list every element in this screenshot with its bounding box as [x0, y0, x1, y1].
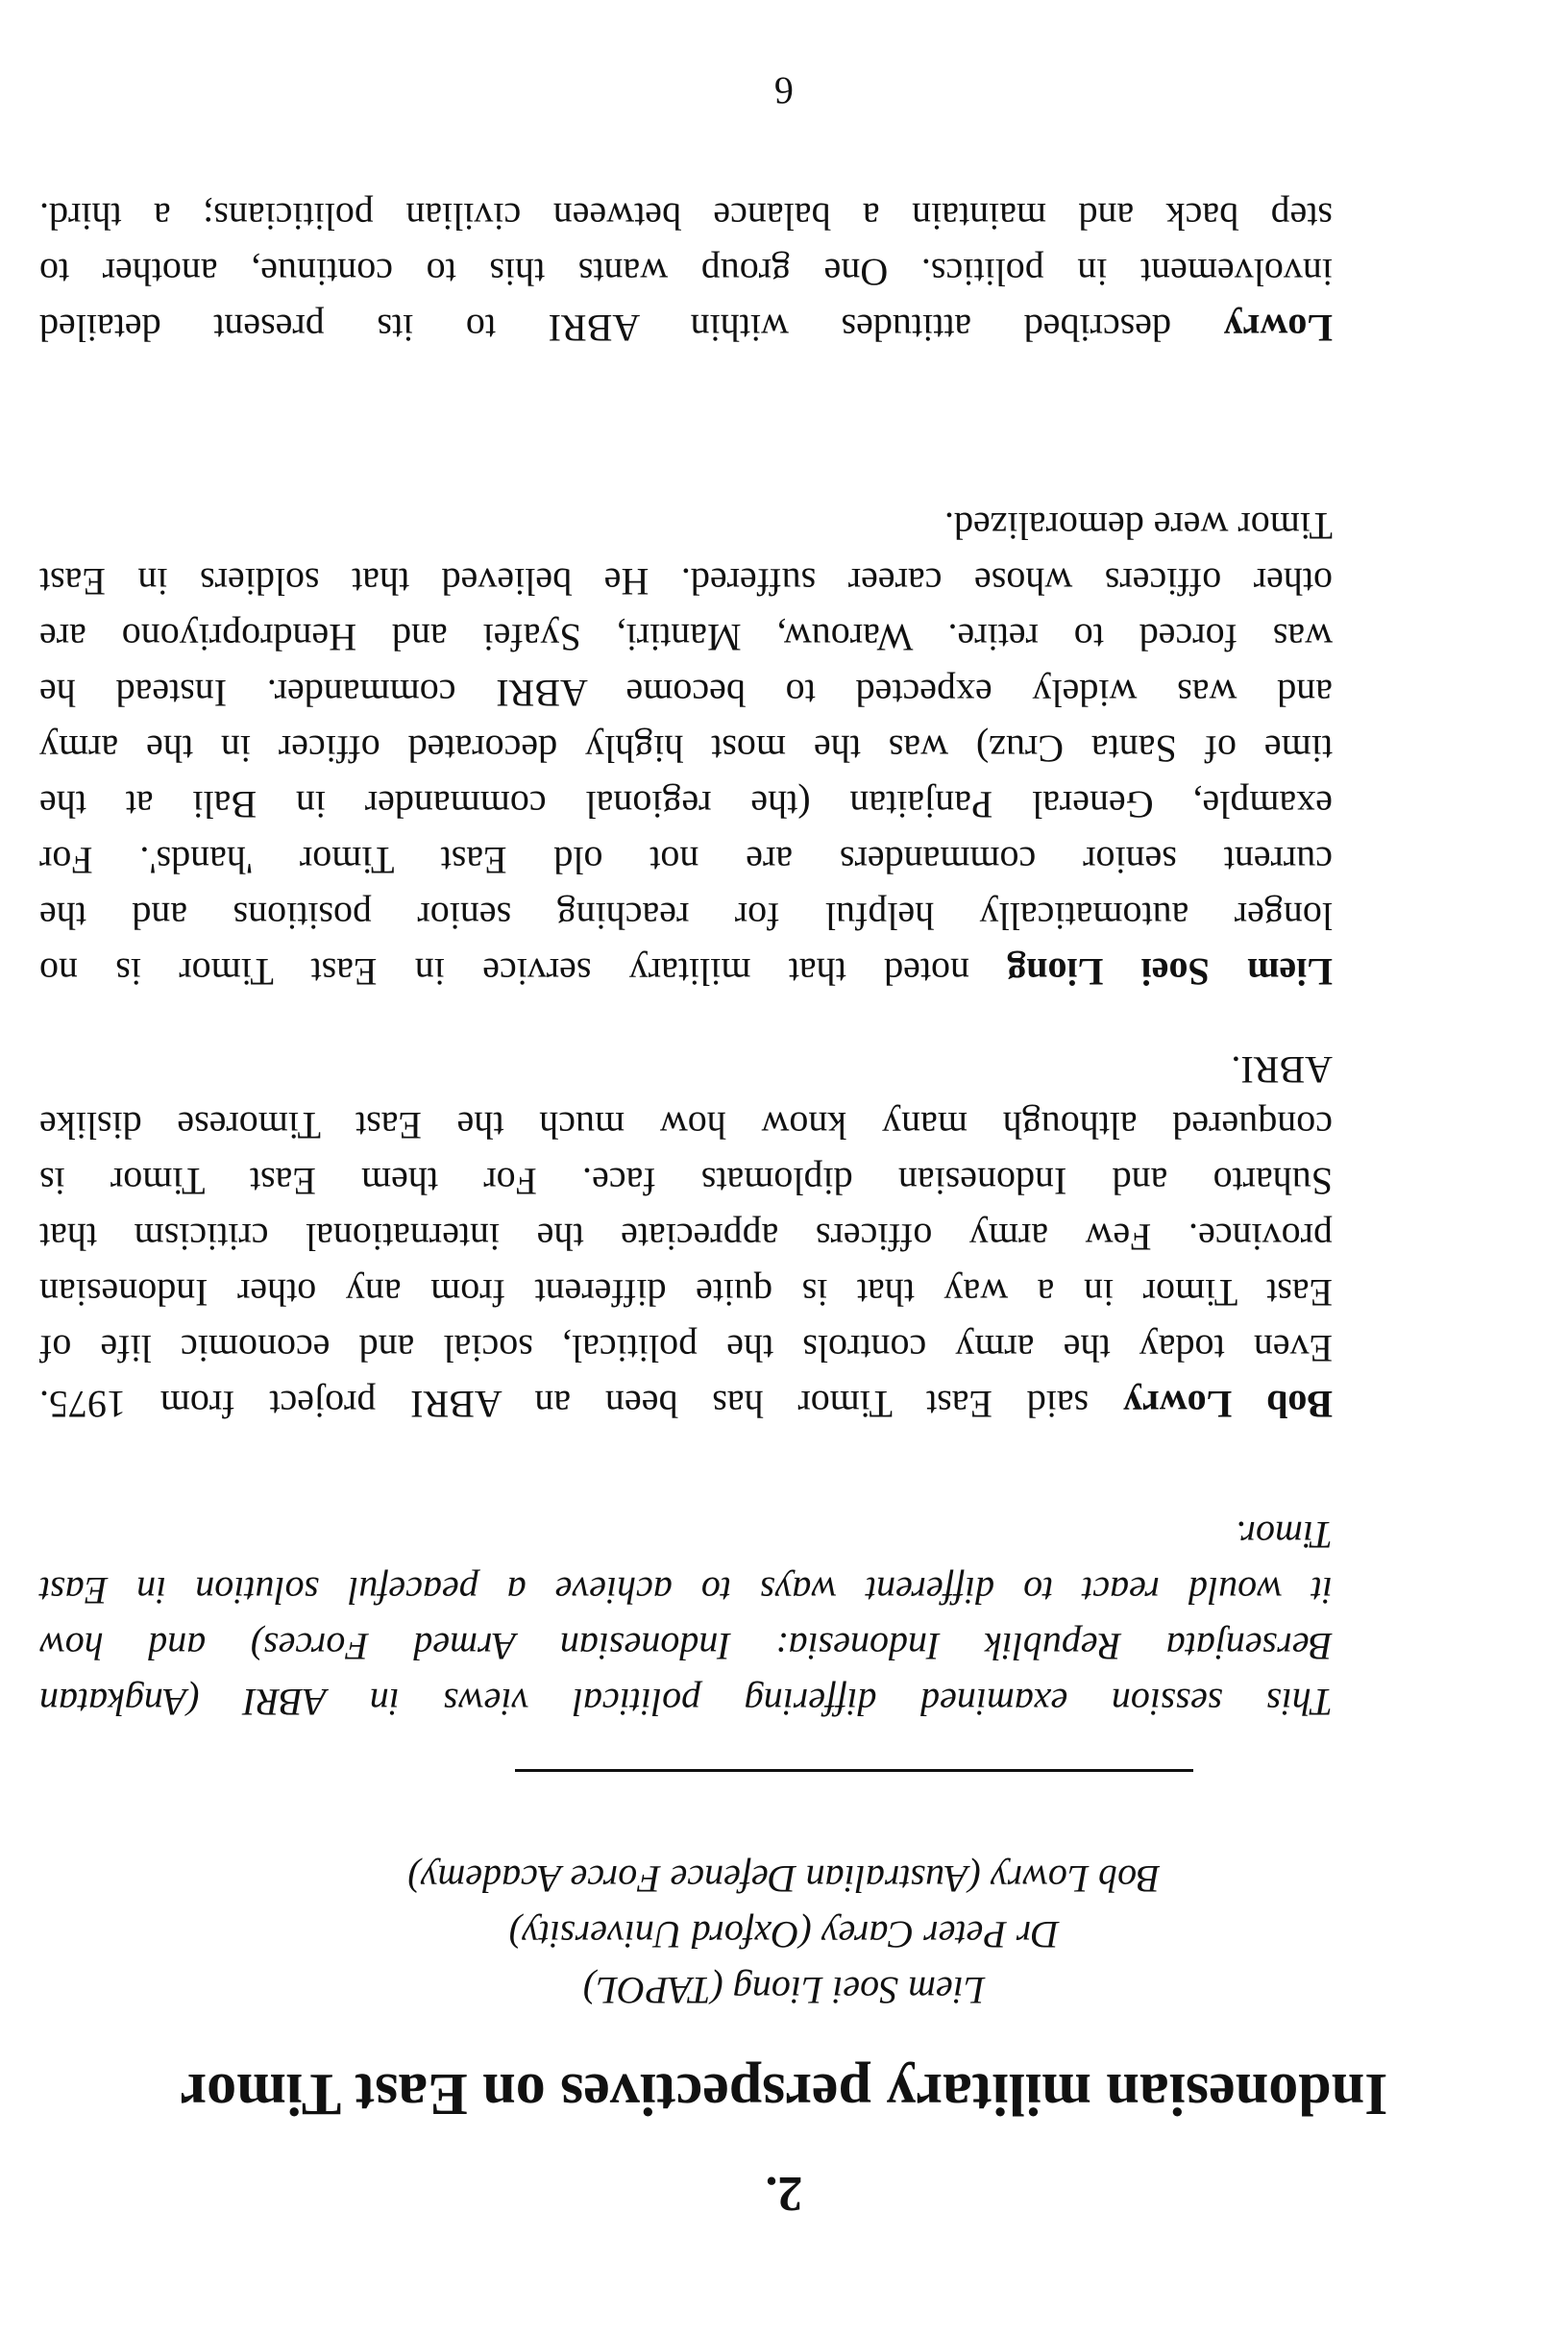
intro-line: it would react to different ways to achieve a peaceful solution in East: [39, 1569, 1333, 1612]
paragraph-line: other officers whose career suffered. He believed that soldiers in East: [39, 560, 1333, 603]
paragraph-line: example, General Panjaitan (the regional commander in Bali at the: [39, 783, 1333, 826]
intro-line: Timor.: [1235, 1513, 1333, 1557]
paragraph-line: longer automatically helpful for reaching senior positions and the: [39, 895, 1333, 938]
paragraph-line: [39, 300, 1333, 356]
paragraph-line: Timor were demoralized.: [944, 504, 1333, 548]
paragraph-line: Even today the army controls the political, social and economic life of: [39, 1327, 1333, 1370]
paragraph-line: Suharto and Indonesian diplomats face. For them East Timor is: [39, 1160, 1333, 1203]
speaker-list: [0, 1851, 1568, 2018]
paragraph-line: province. Few army officers appreciate the international criticism that: [39, 1216, 1333, 1259]
paragraph-line: conquered although many know how much the East Timorese dislike: [39, 1104, 1333, 1147]
speaker-name: Liem Soei Liong: [1007, 950, 1333, 994]
paragraph-line: current senior commanders are not old East Timor 'hands'. For: [39, 839, 1333, 882]
speaker-name: Bob Lowry: [1122, 1383, 1333, 1426]
paragraph-text: noted that military service in East Timor is no: [39, 950, 1008, 994]
paragraph-lowry-attitudes: [39, 188, 1333, 356]
paragraph-line: [39, 1376, 1333, 1432]
paragraph-line: involvement in politics. One group wants this to continue, another to: [39, 251, 1333, 294]
paragraph-line: was forced to retire. Warouw, Mantiri, Syafei and Hendropriyono are: [39, 616, 1333, 659]
paragraph-text: said East Timor has been an ABRI project from 1975.: [38, 1383, 1123, 1426]
page-number: 6: [774, 69, 794, 112]
page-title: Indonesian military perspectives on East Timor: [180, 2061, 1388, 2126]
speaker-item: Dr Peter Carey (Oxford University): [508, 1913, 1060, 1956]
paragraph-line: ABRI.: [1231, 1048, 1333, 1092]
speaker-item: Liem Soei Liong (TAPOL): [582, 1969, 986, 2012]
speaker-name: Lowry: [1223, 307, 1333, 350]
session-intro: [39, 1507, 1333, 1730]
paragraph-liem: [39, 498, 1333, 999]
section-number: 2.: [765, 2166, 803, 2221]
horizontal-rule: [515, 1769, 1193, 1772]
paragraph-lowry: [39, 1042, 1333, 1432]
paragraph-line: [39, 944, 1333, 999]
paragraph-line: step back and maintain a balance between civilian politicians; a third.: [39, 195, 1333, 238]
paragraph-line: time of Santa Cruz) was the most highly decorated officer in the army: [39, 727, 1333, 771]
paragraph-line: and was widely expected to become ABRI commander. Instead he: [39, 672, 1333, 715]
speaker-item: Bob Lowry (Australian Defence Force Academy): [407, 1857, 1161, 1901]
intro-line: This session examined differing political views in ABRI (Angkatan: [39, 1681, 1333, 1724]
intro-line: Bersenjata Republik Indonesia: Indonesian Armed Forces) and how: [39, 1625, 1333, 1668]
paragraph-line: East Timor in a way that is quite different from any other Indonesian: [39, 1271, 1333, 1315]
paragraph-text: described attitudes within ABRI to its present detailed: [39, 307, 1224, 350]
